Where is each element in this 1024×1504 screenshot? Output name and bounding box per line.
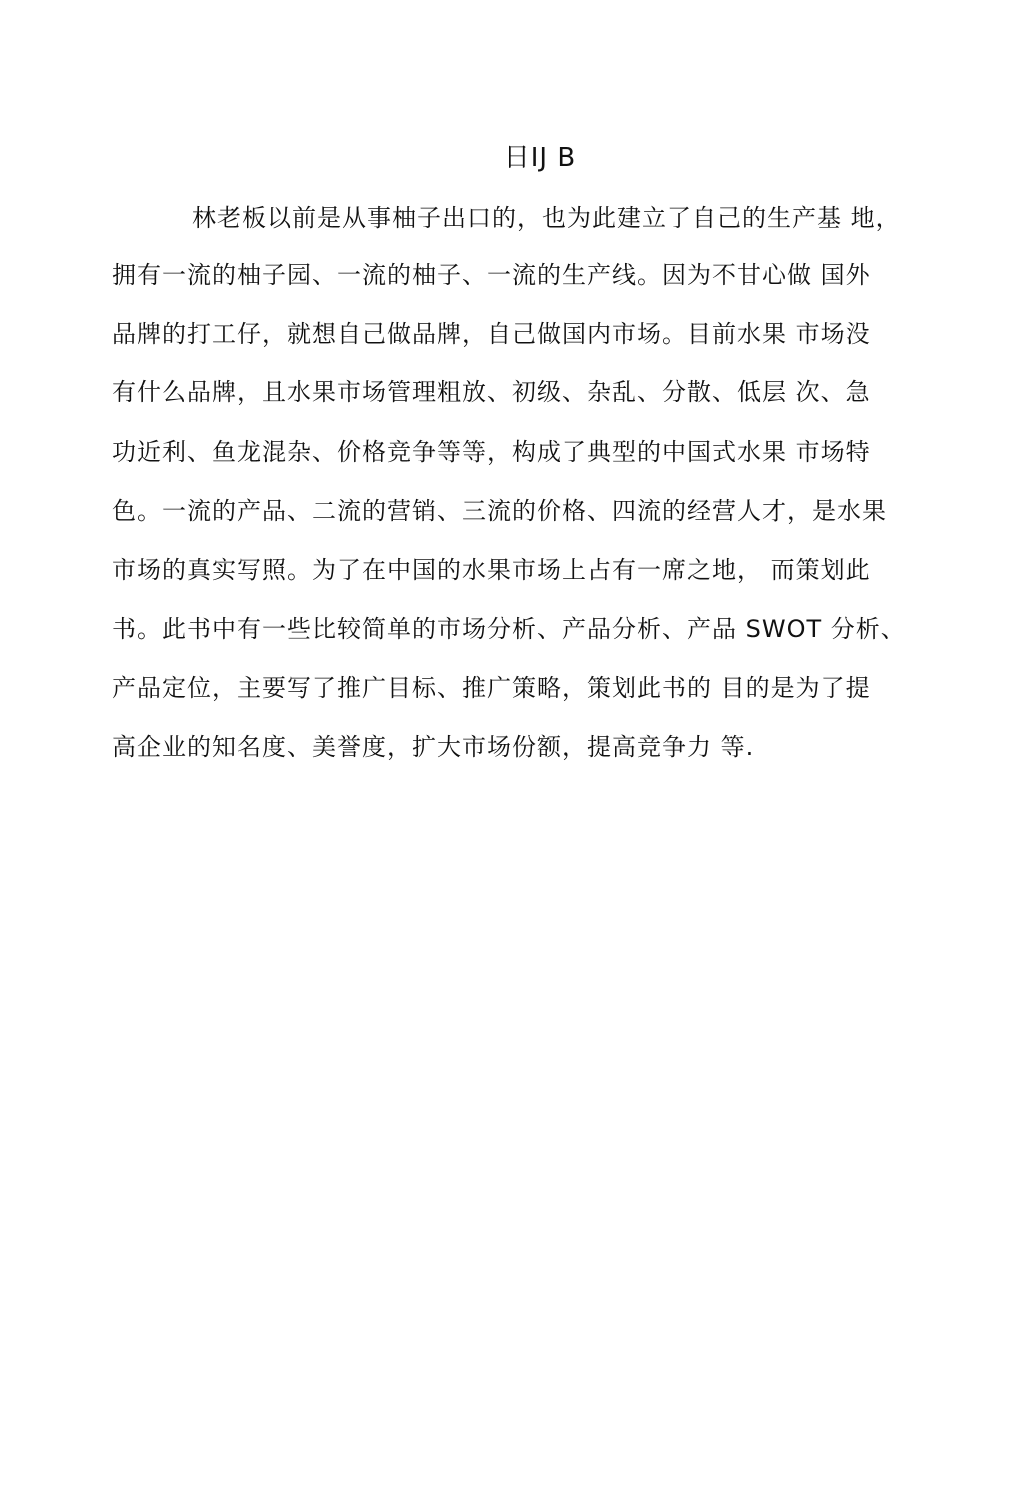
paragraph-line-7: 市场的真实写照。为了在中国的水果市场上占有一席之地， 而策划此 [112,556,871,584]
paragraph-line-1: 林老板以前是从事柚子出口的，也为此建立了自己的生产基 地， [192,204,901,232]
paragraph-line-5: 功近利、鱼龙混杂、价格竞争等等，构成了典型的中国式水果 市场特 [112,438,871,466]
paragraph-line-10: 高企业的知名度、美誉度，扩大市场份额，提高竞争力 等. [112,733,755,761]
document-heading: 日IJ B [503,143,577,173]
paragraph-line-4: 有什么品牌，且水果市场管理粗放、初级、杂乱、分散、低层 次、急 [112,378,871,406]
paragraph-line-9: 产品定位，主要写了推广目标、推广策略，策划此书的 目的是为了提 [112,674,871,702]
paragraph-line-3: 品牌的打工仔，就想自己做品牌，自己做国内市场。目前水果 市场没 [112,320,871,348]
paragraph-line-8: 书。此书中有一些比较简单的市场分析、产品分析、产品 SWOT 分析、 [112,615,906,643]
paragraph-line-6: 色。一流的产品、二流的营销、三流的价格、四流的经营人才，是水果 [112,497,887,525]
paragraph-line-2: 拥有一流的柚子园、一流的柚子、一流的生产线。因为不甘心做 国外 [112,261,871,289]
